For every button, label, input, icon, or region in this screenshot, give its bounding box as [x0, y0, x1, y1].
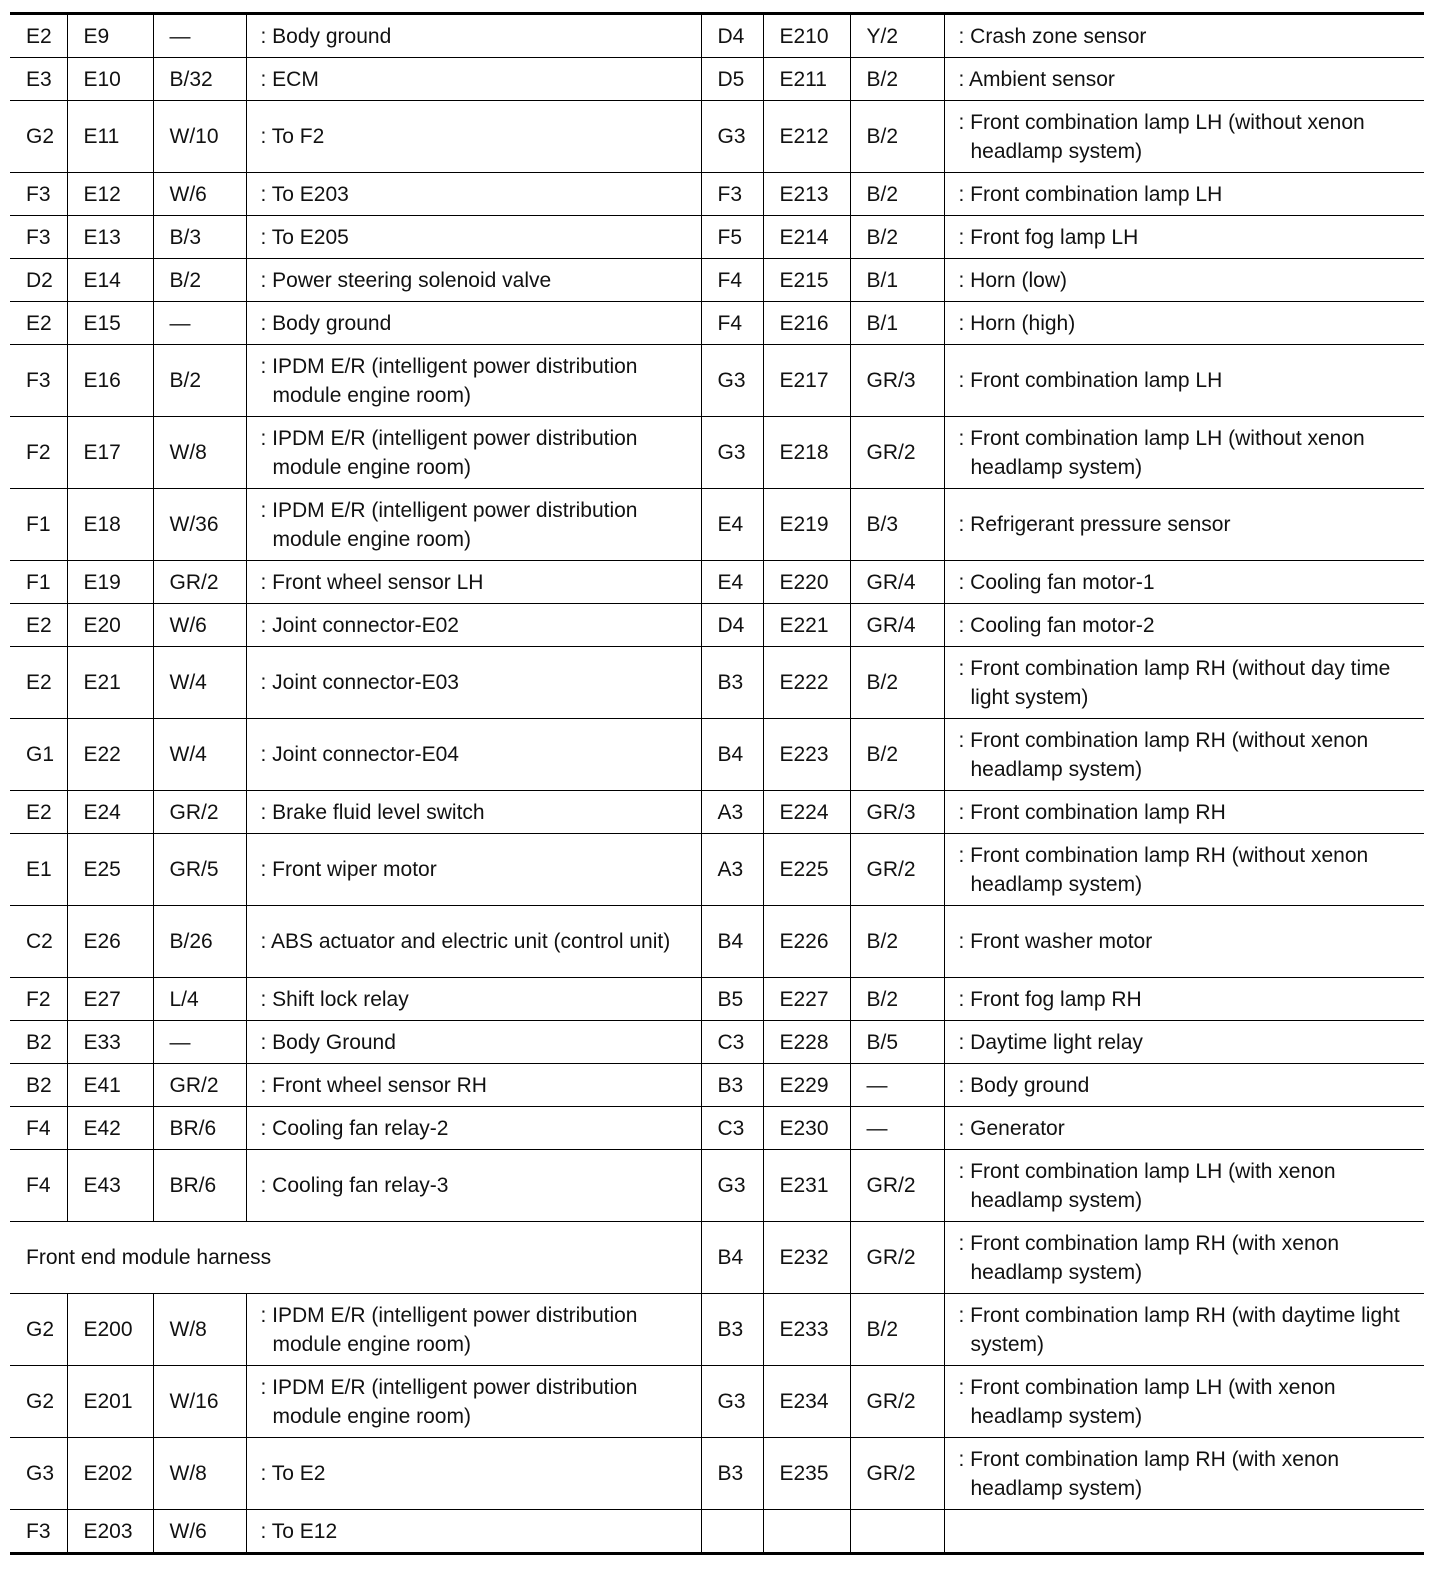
color-pins-cell: B/3 — [153, 216, 246, 259]
color-pins-cell: — — [153, 1021, 246, 1064]
description-text: : IPDM E/R (intelligent power distribution module engine room) — [260, 1375, 638, 1428]
description-text: : Brake fluid level switch — [260, 800, 485, 824]
description-text: : Front combination lamp RH (with xenon headlamp system) — [958, 1447, 1339, 1500]
connector-number-cell: E233 — [763, 1294, 850, 1366]
table-row — [10, 1021, 1424, 1064]
grid-cell: E2 — [10, 647, 67, 719]
connector-number-cell: E222 — [763, 647, 850, 719]
color-pins-cell — [850, 1510, 944, 1554]
color-pins-cell: B/2 — [850, 101, 944, 173]
description-text: : Generator — [958, 1116, 1065, 1140]
description-text: : Front combination lamp RH (with xenon headlamp system) — [958, 1231, 1339, 1284]
description-cell — [944, 1064, 1424, 1107]
grid-cell: G3 — [701, 101, 763, 173]
grid-cell: F4 — [10, 1107, 67, 1150]
description-cell — [944, 561, 1424, 604]
table-row — [10, 1150, 1424, 1222]
table-row — [10, 834, 1424, 906]
table-row — [10, 1222, 1424, 1294]
description-text: : Daytime light relay — [958, 1030, 1143, 1054]
color-pins-cell: BR/6 — [153, 1150, 246, 1222]
color-pins-cell: — — [850, 1107, 944, 1150]
table-row — [10, 417, 1424, 489]
connector-number-cell: E228 — [763, 1021, 850, 1064]
description-text: : Front combination lamp LH (with xenon headlamp system) — [958, 1159, 1336, 1212]
grid-cell: C3 — [701, 1107, 763, 1150]
connector-number-cell: E216 — [763, 302, 850, 345]
table-row — [10, 489, 1424, 561]
grid-cell: D4 — [701, 14, 763, 58]
grid-cell: F3 — [10, 1510, 67, 1554]
description-cell — [246, 1150, 701, 1222]
description-cell — [246, 906, 701, 978]
table-row — [10, 216, 1424, 259]
connector-number-cell: E42 — [67, 1107, 153, 1150]
grid-cell: F3 — [10, 216, 67, 259]
connector-number-cell: E18 — [67, 489, 153, 561]
table-row — [10, 14, 1424, 58]
color-pins-cell: W/8 — [153, 1294, 246, 1366]
connector-number-cell: E230 — [763, 1107, 850, 1150]
description-cell — [246, 1107, 701, 1150]
description-cell — [944, 1107, 1424, 1150]
color-pins-cell: GR/2 — [850, 834, 944, 906]
color-pins-cell: W/6 — [153, 1510, 246, 1554]
connector-number-cell: E26 — [67, 906, 153, 978]
color-pins-cell: GR/3 — [850, 345, 944, 417]
connector-number-cell: E13 — [67, 216, 153, 259]
description-text: : Body ground — [260, 311, 392, 335]
table-row — [10, 906, 1424, 978]
description-text: : Refrigerant pressure sensor — [958, 513, 1231, 536]
table-row — [10, 58, 1424, 101]
color-pins-cell: B/5 — [850, 1021, 944, 1064]
description-cell — [944, 216, 1424, 259]
color-pins-cell: — — [153, 14, 246, 58]
color-pins-cell: GR/2 — [850, 1366, 944, 1438]
grid-cell: B4 — [701, 719, 763, 791]
description-text: : Cooling fan relay-2 — [260, 1116, 449, 1140]
color-pins-cell: W/8 — [153, 417, 246, 489]
color-pins-cell: BR/6 — [153, 1107, 246, 1150]
connector-number-cell: E33 — [67, 1021, 153, 1064]
description-text: : Cooling fan motor-2 — [958, 613, 1155, 637]
grid-cell: E2 — [10, 302, 67, 345]
connector-number-cell: E212 — [763, 101, 850, 173]
grid-cell: B3 — [701, 1064, 763, 1107]
connector-number-cell: E10 — [67, 58, 153, 101]
color-pins-cell: W/6 — [153, 604, 246, 647]
connector-number-cell: E20 — [67, 604, 153, 647]
connector-number-cell: E11 — [67, 101, 153, 173]
grid-cell: F3 — [10, 173, 67, 216]
description-cell — [246, 791, 701, 834]
grid-cell: G3 — [701, 417, 763, 489]
connector-number-cell: E200 — [67, 1294, 153, 1366]
connector-number-cell: E221 — [763, 604, 850, 647]
color-pins-cell: W/6 — [153, 173, 246, 216]
color-pins-cell: Y/2 — [850, 14, 944, 58]
connector-number-cell: E214 — [763, 216, 850, 259]
connector-number-cell: E25 — [67, 834, 153, 906]
grid-cell: B4 — [701, 1222, 763, 1294]
grid-cell: D4 — [701, 604, 763, 647]
description-text: : Joint connector-E04 — [260, 743, 459, 766]
connector-number-cell: E201 — [67, 1366, 153, 1438]
color-pins-cell: — — [153, 302, 246, 345]
description-cell — [246, 1510, 701, 1554]
color-pins-cell: GR/2 — [850, 1438, 944, 1510]
grid-cell: G3 — [10, 1438, 67, 1510]
description-cell — [944, 1294, 1424, 1366]
description-text: : To F2 — [260, 125, 325, 148]
connector-number-cell: E203 — [67, 1510, 153, 1554]
description-text: : To E203 — [260, 182, 349, 206]
connector-number-cell: E226 — [763, 906, 850, 978]
grid-cell: G1 — [10, 719, 67, 791]
grid-cell: E2 — [10, 14, 67, 58]
description-text: : Body ground — [260, 24, 392, 48]
color-pins-cell: B/1 — [850, 259, 944, 302]
description-text: : Joint connector-E03 — [260, 671, 459, 694]
description-text: : Front combination lamp LH — [958, 369, 1223, 392]
table-row — [10, 1438, 1424, 1510]
table-row — [10, 1107, 1424, 1150]
connector-number-cell: E217 — [763, 345, 850, 417]
color-pins-cell: W/4 — [153, 647, 246, 719]
description-cell — [246, 14, 701, 58]
description-cell — [246, 1366, 701, 1438]
description-cell — [944, 791, 1424, 834]
connector-number-cell: E14 — [67, 259, 153, 302]
connector-number-cell: E211 — [763, 58, 850, 101]
description-text: : ABS actuator and electric unit (control unit) — [260, 930, 671, 953]
description-cell — [246, 58, 701, 101]
color-pins-cell: GR/4 — [850, 561, 944, 604]
color-pins-cell: W/4 — [153, 719, 246, 791]
description-text: : Front combination lamp RH (without day time light system) — [958, 656, 1391, 709]
grid-cell: F5 — [701, 216, 763, 259]
grid-cell: G2 — [10, 1366, 67, 1438]
description-cell — [246, 302, 701, 345]
color-pins-cell: GR/2 — [153, 1064, 246, 1107]
connector-number-cell: E223 — [763, 719, 850, 791]
section-heading: Front end module harness — [10, 1222, 701, 1294]
description-cell — [246, 978, 701, 1021]
description-cell — [944, 1150, 1424, 1222]
grid-cell: G3 — [701, 345, 763, 417]
connector-number-cell: E24 — [67, 791, 153, 834]
description-text: : Cooling fan motor-1 — [958, 570, 1155, 594]
description-cell — [944, 417, 1424, 489]
connector-list-page — [10, 12, 1424, 1555]
description-cell — [944, 647, 1424, 719]
table-row — [10, 647, 1424, 719]
grid-cell: F1 — [10, 489, 67, 561]
connector-number-cell: E224 — [763, 791, 850, 834]
description-text: : Front combination lamp LH (without xenon headlamp system) — [958, 426, 1365, 479]
description-text: : Front wheel sensor LH — [260, 570, 484, 594]
description-text: : Front combination lamp RH (with daytime light system) — [958, 1303, 1400, 1356]
grid-cell: G2 — [10, 1294, 67, 1366]
connector-number-cell: E9 — [67, 14, 153, 58]
grid-cell: D2 — [10, 259, 67, 302]
description-cell — [944, 834, 1424, 906]
description-text: : Front combination lamp LH (without xenon headlamp system) — [958, 110, 1365, 163]
connector-number-cell: E218 — [763, 417, 850, 489]
description-cell — [944, 101, 1424, 173]
description-text: : IPDM E/R (intelligent power distribution module engine room) — [260, 498, 638, 551]
description-text: : Front combination lamp RH (without xenon headlamp system) — [958, 843, 1369, 896]
description-cell — [246, 417, 701, 489]
description-cell — [944, 1021, 1424, 1064]
color-pins-cell: GR/2 — [850, 417, 944, 489]
grid-cell: G3 — [701, 1366, 763, 1438]
grid-cell: B3 — [701, 647, 763, 719]
description-text: : IPDM E/R (intelligent power distribution module engine room) — [260, 426, 638, 479]
color-pins-cell: W/16 — [153, 1366, 246, 1438]
description-cell — [944, 604, 1424, 647]
connector-number-cell: E219 — [763, 489, 850, 561]
description-cell — [944, 345, 1424, 417]
connector-table — [10, 12, 1424, 1555]
grid-cell: C2 — [10, 906, 67, 978]
grid-cell: B4 — [701, 906, 763, 978]
table-row — [10, 604, 1424, 647]
color-pins-cell: B/2 — [850, 216, 944, 259]
table-row — [10, 978, 1424, 1021]
grid-cell: D5 — [701, 58, 763, 101]
color-pins-cell: W/8 — [153, 1438, 246, 1510]
grid-cell: A3 — [701, 834, 763, 906]
color-pins-cell: B/2 — [850, 1294, 944, 1366]
color-pins-cell: GR/2 — [153, 561, 246, 604]
color-pins-cell: GR/5 — [153, 834, 246, 906]
grid-cell: B5 — [701, 978, 763, 1021]
connector-number-cell: E16 — [67, 345, 153, 417]
color-pins-cell: B/2 — [850, 647, 944, 719]
description-cell — [246, 604, 701, 647]
description-cell — [246, 561, 701, 604]
connector-number-cell: E215 — [763, 259, 850, 302]
grid-cell: B2 — [10, 1021, 67, 1064]
description-text: : Front fog lamp RH — [958, 987, 1142, 1011]
connector-table-body — [10, 14, 1424, 1554]
description-text: : Shift lock relay — [260, 987, 409, 1011]
description-text: : Front combination lamp LH — [958, 182, 1223, 206]
description-text: : IPDM E/R (intelligent power distribution module engine room) — [260, 1303, 638, 1356]
description-text: : To E12 — [260, 1519, 338, 1543]
grid-cell: F3 — [701, 173, 763, 216]
connector-number-cell: E22 — [67, 719, 153, 791]
table-row — [10, 719, 1424, 791]
description-text: : To E2 — [260, 1462, 326, 1485]
description-text: : Cooling fan relay-3 — [260, 1174, 449, 1197]
color-pins-cell: B/32 — [153, 58, 246, 101]
color-pins-cell: B/2 — [850, 173, 944, 216]
description-cell — [944, 1438, 1424, 1510]
description-text: : Ambient sensor — [958, 67, 1115, 91]
color-pins-cell: GR/2 — [153, 791, 246, 834]
color-pins-cell: B/1 — [850, 302, 944, 345]
description-cell — [246, 1294, 701, 1366]
grid-cell: A3 — [701, 791, 763, 834]
description-cell — [944, 489, 1424, 561]
grid-cell: G2 — [10, 101, 67, 173]
color-pins-cell: B/2 — [850, 906, 944, 978]
connector-number-cell: E234 — [763, 1366, 850, 1438]
grid-cell: B2 — [10, 1064, 67, 1107]
connector-number-cell: E27 — [67, 978, 153, 1021]
table-row — [10, 345, 1424, 417]
color-pins-cell: B/3 — [850, 489, 944, 561]
description-text: : Front combination lamp LH (with xenon headlamp system) — [958, 1375, 1336, 1428]
description-text: : Front washer motor — [958, 930, 1153, 953]
description-text: : To E205 — [260, 225, 349, 249]
description-cell — [944, 978, 1424, 1021]
grid-cell: B3 — [701, 1438, 763, 1510]
description-cell — [246, 216, 701, 259]
grid-cell: F2 — [10, 417, 67, 489]
description-text: : Front fog lamp LH — [958, 225, 1139, 249]
description-text: : Front combination lamp RH (without xenon headlamp system) — [958, 728, 1369, 781]
color-pins-cell: B/26 — [153, 906, 246, 978]
connector-number-cell: E231 — [763, 1150, 850, 1222]
connector-number-cell: E43 — [67, 1150, 153, 1222]
connector-number-cell: E210 — [763, 14, 850, 58]
description-cell — [246, 719, 701, 791]
grid-cell: E4 — [701, 561, 763, 604]
connector-number-cell: E202 — [67, 1438, 153, 1510]
description-text: : Horn (low) — [958, 268, 1068, 292]
connector-number-cell: E235 — [763, 1438, 850, 1510]
description-cell — [246, 345, 701, 417]
grid-cell: C3 — [701, 1021, 763, 1064]
color-pins-cell: W/36 — [153, 489, 246, 561]
description-text: : Crash zone sensor — [958, 24, 1147, 48]
color-pins-cell: B/2 — [850, 978, 944, 1021]
connector-number-cell: E232 — [763, 1222, 850, 1294]
table-row — [10, 101, 1424, 173]
table-row — [10, 561, 1424, 604]
description-text: : IPDM E/R (intelligent power distribution module engine room) — [260, 354, 638, 407]
grid-cell: E2 — [10, 604, 67, 647]
grid-cell: E3 — [10, 58, 67, 101]
color-pins-cell: GR/2 — [850, 1150, 944, 1222]
grid-cell: F4 — [10, 1150, 67, 1222]
description-cell — [944, 14, 1424, 58]
description-cell — [944, 1510, 1424, 1554]
grid-cell: F3 — [10, 345, 67, 417]
description-text: : Front combination lamp RH — [958, 800, 1226, 824]
table-row — [10, 1366, 1424, 1438]
connector-number-cell: E225 — [763, 834, 850, 906]
color-pins-cell: GR/4 — [850, 604, 944, 647]
grid-cell: F2 — [10, 978, 67, 1021]
table-row — [10, 1510, 1424, 1554]
description-text: : Horn (high) — [958, 311, 1076, 335]
connector-number-cell: E12 — [67, 173, 153, 216]
grid-cell: E2 — [10, 791, 67, 834]
connector-number-cell: E17 — [67, 417, 153, 489]
grid-cell — [701, 1510, 763, 1554]
color-pins-cell: B/2 — [850, 58, 944, 101]
connector-number-cell: E15 — [67, 302, 153, 345]
description-cell — [944, 173, 1424, 216]
description-cell — [246, 489, 701, 561]
description-cell — [944, 58, 1424, 101]
description-text: : Body Ground — [260, 1030, 396, 1054]
color-pins-cell: B/2 — [850, 719, 944, 791]
color-pins-cell: W/10 — [153, 101, 246, 173]
color-pins-cell: GR/3 — [850, 791, 944, 834]
description-cell — [944, 906, 1424, 978]
table-row — [10, 173, 1424, 216]
description-cell — [246, 834, 701, 906]
description-cell — [944, 302, 1424, 345]
connector-number-cell: E19 — [67, 561, 153, 604]
connector-number-cell: E213 — [763, 173, 850, 216]
description-cell — [246, 101, 701, 173]
color-pins-cell: B/2 — [153, 345, 246, 417]
grid-cell: F1 — [10, 561, 67, 604]
description-cell — [944, 1366, 1424, 1438]
description-text: : Power steering solenoid valve — [260, 268, 552, 292]
color-pins-cell: — — [850, 1064, 944, 1107]
description-cell — [944, 1222, 1424, 1294]
description-cell — [246, 1438, 701, 1510]
description-cell — [246, 1021, 701, 1064]
description-cell — [246, 173, 701, 216]
description-text: : ECM — [260, 67, 319, 91]
description-cell — [944, 719, 1424, 791]
grid-cell: G3 — [701, 1150, 763, 1222]
color-pins-cell: L/4 — [153, 978, 246, 1021]
description-text: : Body ground — [958, 1073, 1090, 1097]
description-text: : Joint connector-E02 — [260, 613, 459, 637]
table-row — [10, 302, 1424, 345]
color-pins-cell: B/2 — [153, 259, 246, 302]
table-row — [10, 791, 1424, 834]
connector-number-cell — [763, 1510, 850, 1554]
description-cell — [246, 259, 701, 302]
connector-number-cell: E41 — [67, 1064, 153, 1107]
table-row — [10, 1294, 1424, 1366]
connector-number-cell: E21 — [67, 647, 153, 719]
grid-cell: E4 — [701, 489, 763, 561]
connector-number-cell: E227 — [763, 978, 850, 1021]
description-cell — [246, 1064, 701, 1107]
description-text: : Front wiper motor — [260, 858, 437, 881]
grid-cell: F4 — [701, 259, 763, 302]
table-row — [10, 1064, 1424, 1107]
description-text: : Front wheel sensor RH — [260, 1073, 487, 1097]
color-pins-cell: GR/2 — [850, 1222, 944, 1294]
description-cell — [246, 647, 701, 719]
grid-cell: E1 — [10, 834, 67, 906]
description-cell — [944, 259, 1424, 302]
connector-number-cell: E229 — [763, 1064, 850, 1107]
table-row — [10, 259, 1424, 302]
grid-cell: F4 — [701, 302, 763, 345]
grid-cell: B3 — [701, 1294, 763, 1366]
connector-number-cell: E220 — [763, 561, 850, 604]
